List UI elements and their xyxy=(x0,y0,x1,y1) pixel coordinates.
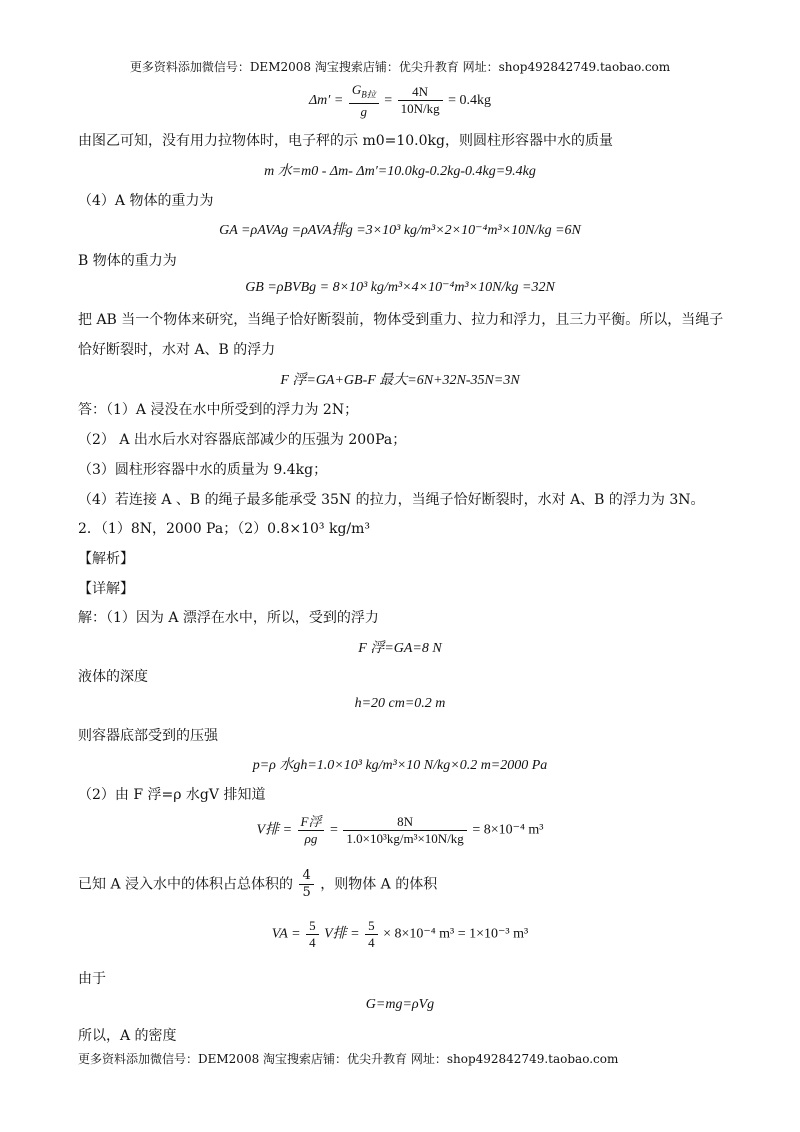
equation-volume-a: VA = $\frac{5}{4}$ V排 = $\frac{5}{4}$ × 8×10⁻⁴ m³ = 1×10⁻³ m³ xyxy=(271,918,529,950)
text-line: 把 AB 当一个物体来研究，当绳子恰好断裂前，物体受到重力、拉力和浮力，且三力平衡。所以，当绳子 xyxy=(78,312,724,328)
fraction: $\frac{8N}{\text{1.0×10³kg/m³×10N/kg}}$ xyxy=(343,814,466,847)
fraction: $\frac{\text{F浮}}{\rho g}$ xyxy=(298,814,325,847)
equation-float: F 浮=GA=8 N xyxy=(358,641,442,656)
answer-2: （2） A 出水后水对容器底部减少的压强为 200Pa； xyxy=(78,432,407,448)
equation-delta-m-prime: Δm′ = $\frac{G_{B拉}}{g}$ = $\frac{4N}{10N/kg}$ = 0.4kg xyxy=(308,82,492,119)
section-analysis: 【解析】 xyxy=(78,551,134,567)
text-line: 则容器底部受到的压强 xyxy=(78,728,218,744)
text-line: 液体的深度 xyxy=(78,669,148,685)
text-line: 由于 xyxy=(78,971,106,987)
answer-4: （4）若连接 A 、B 的绳子最多能承受 35N 的拉力，当绳子恰好断裂时，水对 A、B 的浮力为 3N。 xyxy=(78,492,705,508)
equation-pressure: p=ρ 水gh=1.0×10³ kg/m³×10 N/kg×0.2 m=2000 Pa xyxy=(252,758,548,773)
fraction: $\frac{5}{4}$ xyxy=(365,918,378,951)
answer-1: 答：（1）A 浸没在水中所受到的浮力为 2N； xyxy=(78,402,359,418)
page-footer: 更多资料添加微信号：DEM2008 淘宝搜索店铺：优尖升教育 网址：shop492842749.taobao.com xyxy=(78,1052,619,1066)
equation-weight-b: GB =ρBVBg = 8×10³ kg/m³×4×10⁻⁴m³×10N/kg =32N xyxy=(245,280,555,295)
equation-weight-a: GA =ρAVAg =ρAVA排g =3×10³ kg/m³×2×10⁻⁴m³×10N/kg =6N xyxy=(219,223,581,238)
equation-v-displaced: V排 = $\frac{\text{F浮}}{\rho g}$ = $\frac{8N}{\text{1.0×10³kg/m³×10N/kg}}$ = 8×10⁻⁴ m³ xyxy=(256,814,544,846)
equation-depth: h=20 cm=0.2 m xyxy=(354,696,446,711)
text-line: （2）由 F 浮=ρ 水gV 排知道 xyxy=(78,787,266,803)
text-line: 由图乙可知，没有用力拉物体时，电子秤的示 m0=10.0kg，则圆柱形容器中水的质量 xyxy=(78,133,613,149)
page-header: 更多资料添加微信号：DEM2008 淘宝搜索店铺：优尖升教育 网址：shop492842749.taobao.com xyxy=(129,60,671,74)
text-line: 恰好断裂时，水对 A、B 的浮力 xyxy=(78,342,276,358)
text-line: B 物体的重力为 xyxy=(78,253,177,269)
fraction: $\frac{4N}{10N/kg}$ xyxy=(398,84,443,117)
equation-buoyancy: F 浮=GA+GB-F 最大=6N+32N-35N=3N xyxy=(280,373,520,388)
eq-lhs: Δm′ = xyxy=(308,93,344,109)
equation-gravity: G=mg=ρVg xyxy=(365,997,435,1012)
text-line: 所以，A 的密度 xyxy=(78,1028,177,1044)
equation-water-mass: m 水=m0 - Δm- Δm′=10.0kg-0.2kg-0.4kg=9.4kg xyxy=(264,164,536,179)
section-detail: 【详解】 xyxy=(78,581,134,597)
fraction: $\frac{5}{4}$ xyxy=(306,918,319,951)
text-line: 解：（1）因为 A 漂浮在水中，所以，受到的浮力 xyxy=(78,610,379,626)
fraction: $\frac{4}{5}$ xyxy=(299,868,313,901)
question-2-answer: 2．（1）8N，2000 Pa；（2）0.8×10³ kg/m³ xyxy=(78,521,371,537)
text-line: 已知 A 浸入水中的体积占总体积的 $\frac{4}{5}$ ，则物体 A 的体积 xyxy=(78,868,438,900)
fraction: $\frac{G_{B拉}}{g}$ xyxy=(349,82,379,120)
answer-3: （3）圆柱形容器中水的质量为 9.4kg； xyxy=(78,462,328,478)
text-line: （4）A 物体的重力为 xyxy=(78,193,214,209)
